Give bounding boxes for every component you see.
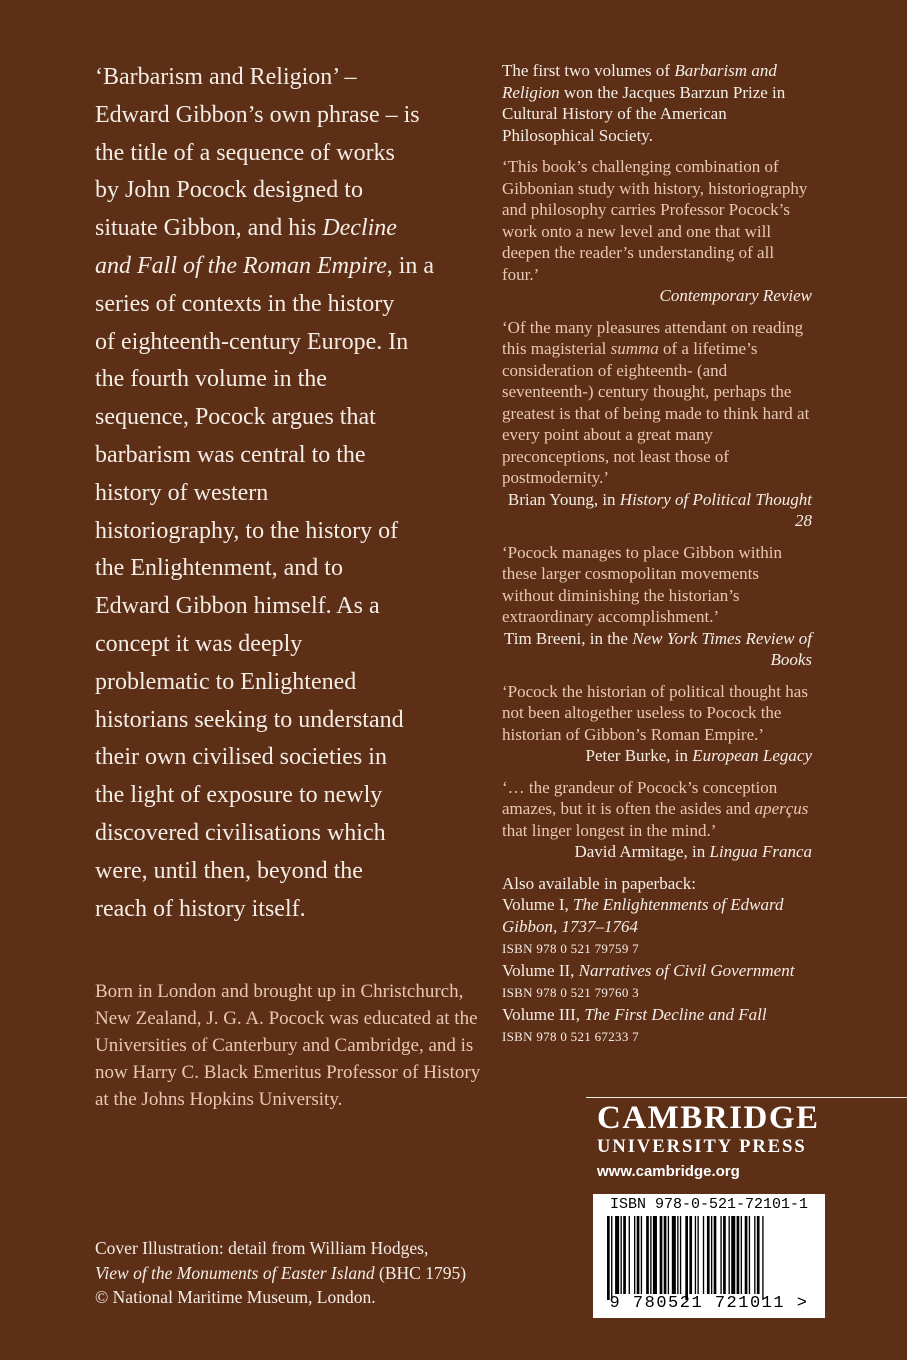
barcode-bar — [672, 1216, 676, 1294]
publisher-name: CAMBRIDGE — [597, 1100, 820, 1136]
review-quote-2: ‘Of the many pleasures attendant on reading this magisterial summa of a lifetime’s consideration of eighteenth- (and seventeenth-) century thought, perhaps the greatest is that of being made to think hard at every point about a great many preconceptions, not least those of postmodernity.’ — [502, 317, 810, 487]
review-attribution-2: Brian Young, in History of Political Thought 28 — [507, 489, 812, 530]
barcode-bar — [680, 1216, 681, 1294]
barcode-bar — [607, 1216, 610, 1300]
barcode-bar — [668, 1216, 669, 1294]
barcode-digits: 9 780521 721011 > — [609, 1294, 809, 1313]
barcode-bar — [650, 1216, 651, 1294]
blurb-line: series of contexts in the history — [95, 290, 395, 317]
barcode-isbn-text: ISBN 978-0-521-72101-1 — [609, 1196, 809, 1213]
barcode-bar — [611, 1216, 612, 1300]
review-attribution-3: Tim Breeni, in the New York Times Review of Books — [503, 628, 812, 669]
blurb-line: discovered civilisations which — [95, 819, 386, 846]
blurb-line: situate Gibbon, and his — [95, 215, 323, 242]
barcode-bar — [623, 1216, 626, 1294]
barcode-bar — [720, 1216, 721, 1294]
barcode-bar — [714, 1216, 717, 1294]
reviews-column — [502, 60, 812, 1048]
barcode-bar — [711, 1216, 712, 1294]
review-quote-3: ‘Pocock manages to place Gibbon within these larger cosmopolitan movements without diminishing the historian’s extraordinary accomplishment.’ — [502, 542, 782, 626]
blurb-line: were, until then, beyond the — [95, 857, 363, 884]
blurb-line: the title of a sequence of works — [95, 139, 395, 166]
barcode-bar — [637, 1216, 640, 1294]
blurb-line: history of western — [95, 479, 269, 506]
blurb-line: by John Pocock designed to — [95, 177, 363, 204]
blurb-line: the light of exposure to newly — [95, 782, 383, 809]
blurb-line: concept it was deeply — [95, 630, 303, 657]
barcode-bar — [646, 1216, 649, 1294]
blurb-italic: and Fall of the Roman Empire — [95, 252, 387, 279]
barcode-bar — [762, 1216, 763, 1300]
publisher-url: www.cambridge.org — [597, 1163, 740, 1180]
cover-illustration-credit: Cover Illustration: detail from William Hodges, View of the Monuments of Easter Island (BHC 1795) © National Maritime Museum, London. — [95, 1238, 467, 1307]
blurb-line: , in a — [386, 252, 435, 279]
barcode-bar — [677, 1216, 678, 1294]
blurb-line: of eighteenth-century Europe. In — [95, 328, 409, 355]
blurb-line: the fourth volume in the — [95, 366, 327, 393]
blurb-line: barbarism was central to the — [95, 441, 366, 468]
isbn-barcode — [593, 1194, 825, 1318]
blurb-line: their own civilised societies in — [95, 744, 387, 771]
barcode-bar — [689, 1216, 692, 1294]
barcode-bar — [749, 1216, 750, 1294]
barcode-bar — [723, 1216, 726, 1294]
prize-note: The first two volumes of Barbarism and Religion won the Jacques Barzun Prize in Cultural History of the American Philosophical Society. — [502, 61, 786, 145]
blurb-text — [95, 59, 475, 928]
barcode-bar — [653, 1216, 657, 1294]
barcode-bar — [621, 1216, 622, 1294]
barcode-bar — [741, 1216, 742, 1294]
barcode-bar — [664, 1216, 667, 1294]
barcode-bar — [697, 1216, 698, 1294]
review-quote-1: ‘This book’s challenging combination of Gibbonian study with history, historiography and philosophy carries Professor Pocock’s work onto a new level and one that will deepen the reader’s understanding of all four.’ — [502, 157, 808, 284]
blurb-line: sequence, Pocock argues that — [95, 404, 376, 431]
author-bio: Born in London and brought up in Christchurch, New Zealand, J. G. A. Pocock was educated at the Universities of Canterbury and Cambridge, and is now Harry C. Black Emeritus Professor of History at the Johns Hopkins University. — [95, 981, 481, 1110]
blurb-line: Edward Gibbon’s own phrase – is — [95, 101, 420, 128]
blurb-italic: Decline — [322, 215, 397, 242]
review-attribution-5: David Armitage, in Lingua Franca — [574, 842, 812, 861]
publisher-divider — [586, 1097, 907, 1098]
barcode-bar — [634, 1216, 635, 1294]
blurb-line: reach of history itself. — [95, 895, 306, 922]
publisher-subname: UNIVERSITY PRESS — [597, 1137, 807, 1157]
barcode-bar — [731, 1216, 735, 1294]
barcode-bar — [707, 1216, 710, 1294]
barcode-bar — [737, 1216, 740, 1294]
review-quote-4: ‘Pocock the historian of political thought has not been altogether useless to Pocock the historian of Gibbon’s Roman Empire.’ — [502, 681, 808, 744]
barcode-bar — [641, 1216, 642, 1294]
barcode-bar — [629, 1216, 630, 1294]
publisher-logo — [597, 1100, 857, 1180]
also-available-list: Also available in paperback: Volume I, The Enlightenments of Edward Gibbon, 1737–1764 ISBN 978 0 521 79759 7 Volume II, Narratives of Civil Government ISBN 978 0 521 79760 3 Volume III, The First Decline and Fall ISBN 978 0 521 67233 7 — [502, 873, 795, 1044]
blurb-line: the Enlightenment, and to — [95, 555, 343, 582]
barcode-bar — [729, 1216, 730, 1294]
barcode-bar — [745, 1216, 748, 1294]
barcode-bar — [757, 1216, 760, 1294]
blurb-line: Edward Gibbon himself. As a — [95, 593, 380, 620]
barcode-bar — [685, 1216, 688, 1300]
review-attribution-1: Contemporary Review — [659, 286, 812, 305]
barcode-bar — [703, 1216, 704, 1294]
barcode-bar — [695, 1216, 696, 1294]
barcode-bar — [754, 1216, 755, 1294]
back-cover-blurb — [95, 59, 475, 928]
review-quote-5: ‘… the grandeur of Pocock’s conception amazes, but it is often the asides and aperçus that linger longest in the mind.’ — [502, 777, 809, 840]
barcode-bar — [615, 1216, 619, 1294]
barcode-bar — [660, 1216, 663, 1294]
review-attribution-4: Peter Burke, in European Legacy — [585, 746, 812, 765]
blurb-line: problematic to Enlightened — [95, 668, 357, 695]
blurb-line: historians seeking to understand — [95, 706, 404, 733]
blurb-line: historiography, to the history of — [95, 517, 399, 544]
blurb-line: ‘Barbarism and Religion’ – — [95, 64, 357, 90]
